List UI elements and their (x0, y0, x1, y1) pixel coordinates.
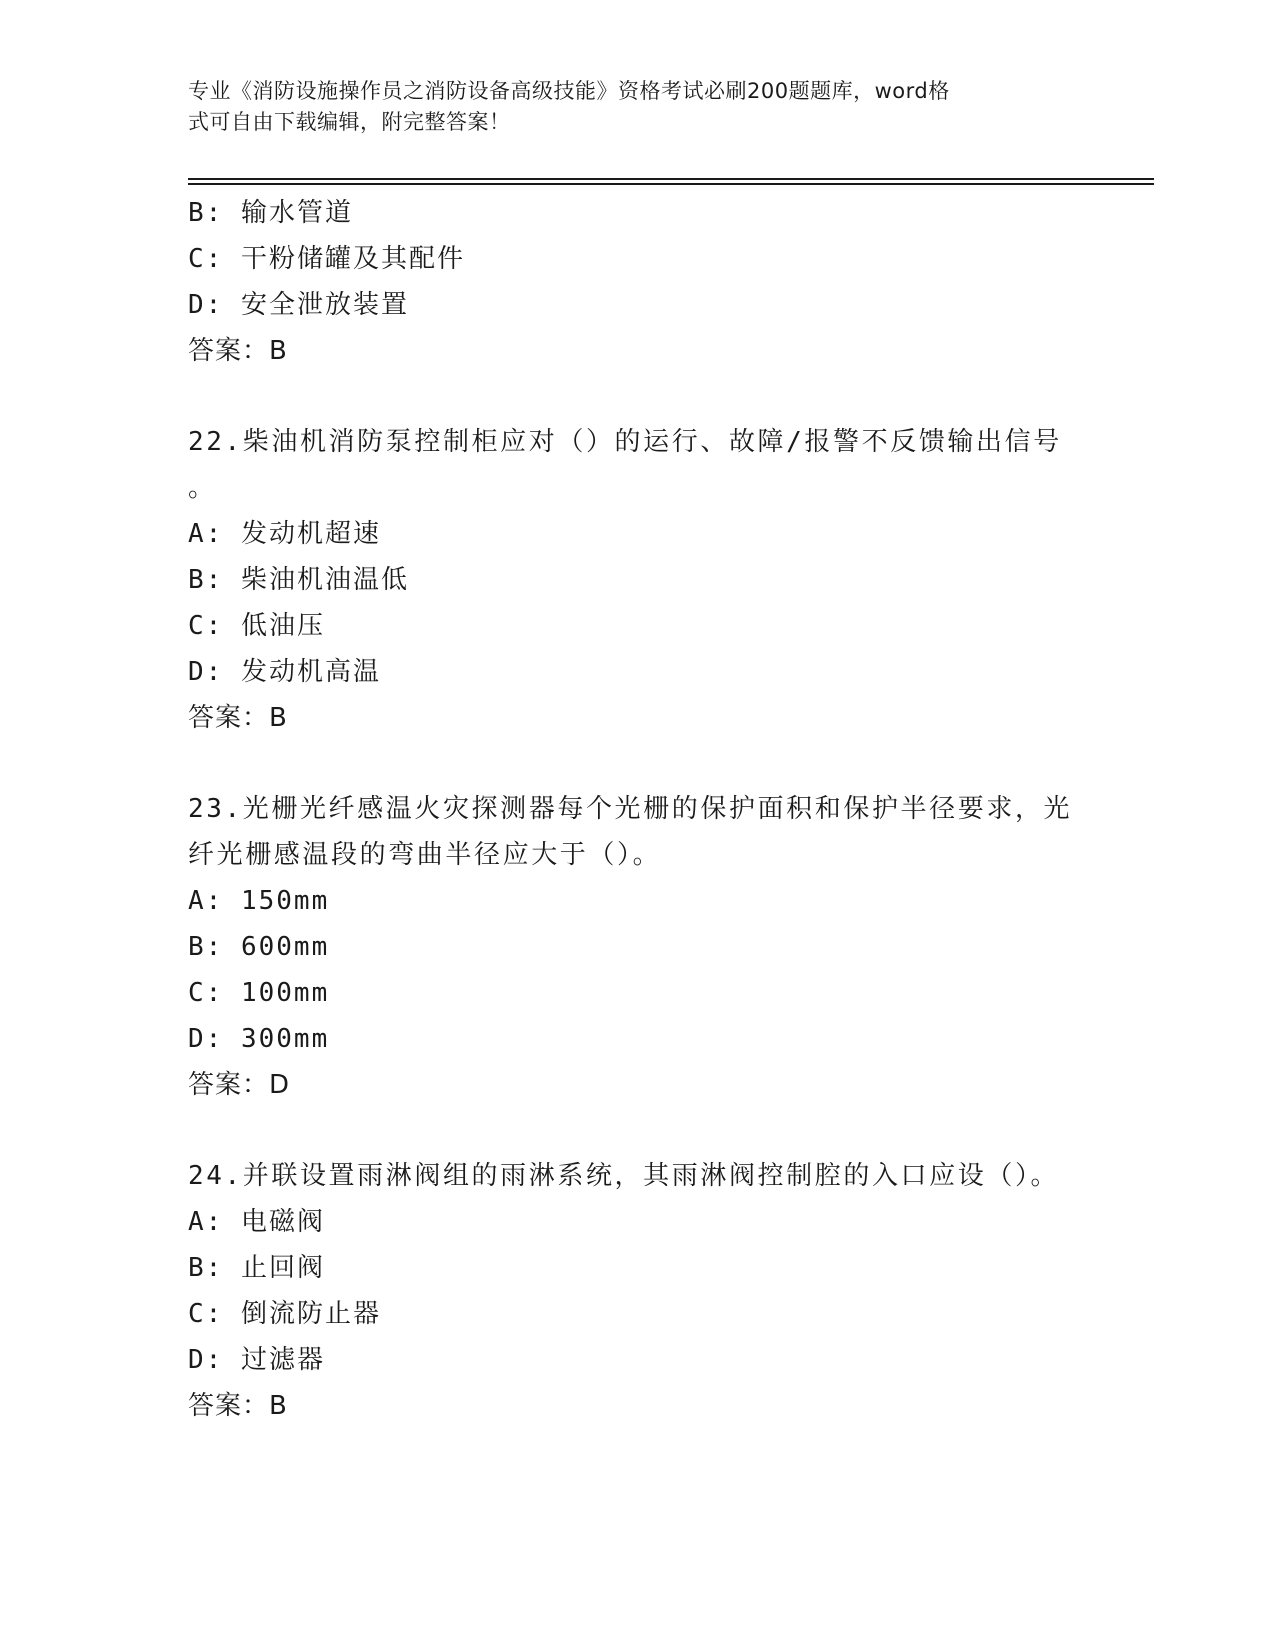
q21-option-b: B: 输水管道 (188, 198, 353, 228)
q23-option-b: B: 600mm (188, 932, 330, 962)
question-23 (188, 786, 1088, 1108)
q22-stem-line-1: 22.柴油机消防泵控制柜应对（）的运行、故障/报警不反馈输出信号 (188, 427, 1062, 457)
question-content (188, 190, 1088, 1429)
q24-option-a: A: 电磁阀 (188, 1207, 325, 1237)
spacer (188, 1108, 1088, 1153)
q24-answer: 答案：B (188, 1391, 288, 1421)
q22-option-a: A: 发动机超速 (188, 519, 381, 549)
question-22 (188, 419, 1088, 741)
q21-answer: 答案：B (188, 336, 288, 366)
spacer (188, 741, 1088, 786)
q23-stem-line-1: 23.光栅光纤感温火灾探测器每个光栅的保护面积和保护半径要求，光 (188, 794, 1073, 824)
header-divider-top (188, 178, 1154, 180)
question-21-fragment (188, 190, 1088, 374)
q24-option-b: B: 止回阀 (188, 1253, 325, 1283)
q23-stem-line-2: 纤光栅感温段的弯曲半径应大于（）。 (188, 840, 662, 870)
header-divider-bottom (188, 183, 1154, 185)
q21-option-c: C: 干粉储罐及其配件 (188, 244, 465, 274)
q23-option-a: A: 150mm (188, 886, 330, 916)
document-header (188, 76, 1068, 138)
q22-option-d: D: 发动机高温 (188, 657, 381, 687)
q22-stem-line-2: 。 (188, 473, 217, 503)
q22-option-b: B: 柴油机油温低 (188, 565, 409, 595)
q22-answer: 答案：B (188, 703, 288, 733)
q24-option-c: C: 倒流防止器 (188, 1299, 381, 1329)
q24-stem-line-1: 24.并联设置雨淋阀组的雨淋系统，其雨淋阀控制腔的入口应设（）。 (188, 1161, 1060, 1191)
q23-option-d: D: 300mm (188, 1024, 330, 1054)
spacer (188, 374, 1088, 419)
header-line-2: 式可自由下载编辑，附完整答案！ (188, 110, 511, 134)
q21-option-d: D: 安全泄放装置 (188, 290, 409, 320)
q23-option-c: C: 100mm (188, 978, 330, 1008)
q23-answer: 答案：D (188, 1070, 291, 1100)
header-line-1: 专业《消防设施操作员之消防设备高级技能》资格考试必刷200题题库，word格 (188, 79, 950, 103)
question-24 (188, 1153, 1088, 1429)
q22-option-c: C: 低油压 (188, 611, 325, 641)
q24-option-d: D: 过滤器 (188, 1345, 325, 1375)
